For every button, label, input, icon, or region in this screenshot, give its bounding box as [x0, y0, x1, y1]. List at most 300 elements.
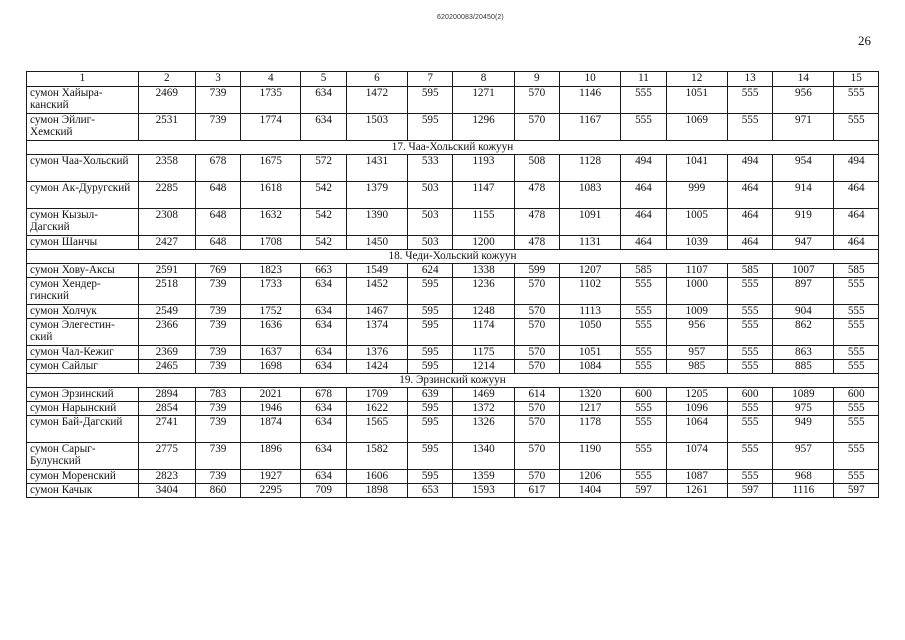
table-cell: 1089: [773, 388, 834, 402]
table-cell: 624: [407, 264, 453, 278]
table-cell: 739: [195, 360, 241, 374]
table-row: [27, 402, 879, 416]
table-cell: 595: [407, 346, 453, 360]
table-cell: 956: [773, 87, 834, 114]
table-cell: 1064: [666, 416, 727, 443]
column-header: 6: [346, 72, 407, 87]
table-cell: 555: [621, 305, 667, 319]
table-cell: 555: [621, 470, 667, 484]
table-cell: 1084: [560, 360, 621, 374]
table-cell: 570: [514, 360, 560, 374]
table-cell: 634: [301, 278, 347, 305]
table-cell: 1582: [346, 443, 407, 470]
table-cell: 1636: [241, 319, 301, 346]
table-cell: 570: [514, 402, 560, 416]
table-cell: 555: [834, 87, 879, 114]
table-cell: 600: [834, 388, 879, 402]
table-cell: 1174: [453, 319, 514, 346]
table-cell: 503: [407, 209, 453, 236]
table-cell: 555: [621, 278, 667, 305]
table-cell: 503: [407, 236, 453, 250]
table-cell: 494: [727, 155, 773, 182]
column-header: 4: [241, 72, 301, 87]
table-cell: 464: [727, 182, 773, 209]
table-cell: 555: [834, 114, 879, 141]
column-header-row: [27, 72, 879, 87]
table-cell: 555: [834, 416, 879, 443]
table-cell: 1051: [560, 346, 621, 360]
table-cell: 954: [773, 155, 834, 182]
table-row: [27, 209, 879, 236]
table-row: [27, 319, 879, 346]
table-cell: 1009: [666, 305, 727, 319]
table-cell: 1296: [453, 114, 514, 141]
table-cell: 595: [407, 402, 453, 416]
table-cell: 2518: [138, 278, 195, 305]
table-cell: 648: [195, 182, 241, 209]
table-cell: 597: [727, 484, 773, 498]
table-cell: 555: [621, 87, 667, 114]
table-cell: 570: [514, 443, 560, 470]
table-cell: 1622: [346, 402, 407, 416]
table-cell: 1565: [346, 416, 407, 443]
table-cell: 634: [301, 443, 347, 470]
table-cell: 1000: [666, 278, 727, 305]
table-cell: 1214: [453, 360, 514, 374]
table-cell: 860: [195, 484, 241, 498]
table-cell: 2021: [241, 388, 301, 402]
table-cell: 1206: [560, 470, 621, 484]
table-cell: 1874: [241, 416, 301, 443]
table-cell: 478: [514, 182, 560, 209]
table-cell: 1675: [241, 155, 301, 182]
settlement-name: сумон Эйлиг-Хемский: [27, 114, 139, 141]
table-cell: 464: [621, 209, 667, 236]
table-cell: 570: [514, 416, 560, 443]
table-cell: 555: [727, 305, 773, 319]
table-cell: 1175: [453, 346, 514, 360]
section-row: [27, 141, 879, 155]
table-cell: 1467: [346, 305, 407, 319]
table-cell: 648: [195, 209, 241, 236]
table-row: [27, 416, 879, 443]
table-cell: 1128: [560, 155, 621, 182]
settlement-name: сумон Элегестин-ский: [27, 319, 139, 346]
table-row: [27, 388, 879, 402]
table-cell: 2469: [138, 87, 195, 114]
settlement-name: сумон Эрзинский: [27, 388, 139, 402]
table-cell: 1472: [346, 87, 407, 114]
table-cell: 555: [727, 114, 773, 141]
table-cell: 1452: [346, 278, 407, 305]
column-header: 7: [407, 72, 453, 87]
table-cell: 503: [407, 182, 453, 209]
table-cell: 975: [773, 402, 834, 416]
table-cell: 555: [727, 360, 773, 374]
table-cell: 985: [666, 360, 727, 374]
table-cell: 508: [514, 155, 560, 182]
table-cell: 2308: [138, 209, 195, 236]
table-row: [27, 114, 879, 141]
settlement-name: сумон Сайлыг: [27, 360, 139, 374]
table-cell: 464: [727, 236, 773, 250]
table-cell: 595: [407, 443, 453, 470]
table-cell: 555: [834, 278, 879, 305]
column-header: 14: [773, 72, 834, 87]
table-cell: 570: [514, 114, 560, 141]
table-cell: 555: [621, 360, 667, 374]
table-cell: 1193: [453, 155, 514, 182]
table-cell: 1271: [453, 87, 514, 114]
table-cell: 1376: [346, 346, 407, 360]
table-cell: 634: [301, 402, 347, 416]
section-title: 18. Чеди-Хольский кожуун: [27, 250, 879, 264]
table-cell: 555: [834, 305, 879, 319]
table-cell: 599: [514, 264, 560, 278]
table-cell: 862: [773, 319, 834, 346]
column-header: 15: [834, 72, 879, 87]
table-cell: 1074: [666, 443, 727, 470]
table-cell: 3404: [138, 484, 195, 498]
table-cell: 1632: [241, 209, 301, 236]
table-row: [27, 182, 879, 209]
table-cell: 555: [727, 346, 773, 360]
table-cell: 2591: [138, 264, 195, 278]
settlement-name: сумон Качык: [27, 484, 139, 498]
table-cell: 904: [773, 305, 834, 319]
table-cell: 1450: [346, 236, 407, 250]
table-cell: 1190: [560, 443, 621, 470]
table-cell: 1431: [346, 155, 407, 182]
table-cell: 595: [407, 470, 453, 484]
table-cell: 634: [301, 87, 347, 114]
table-cell: 1338: [453, 264, 514, 278]
table-cell: 2369: [138, 346, 195, 360]
settlement-name: сумон Кызыл-Дагский: [27, 209, 139, 236]
table-cell: 1390: [346, 209, 407, 236]
table-cell: 2531: [138, 114, 195, 141]
table-cell: 555: [621, 443, 667, 470]
table-cell: 1709: [346, 388, 407, 402]
table-cell: 464: [621, 182, 667, 209]
column-header: 5: [301, 72, 347, 87]
table-cell: 1752: [241, 305, 301, 319]
table-cell: 595: [407, 87, 453, 114]
table-cell: 956: [666, 319, 727, 346]
table-cell: 2741: [138, 416, 195, 443]
table-cell: 1340: [453, 443, 514, 470]
table-cell: 1116: [773, 484, 834, 498]
table-cell: 968: [773, 470, 834, 484]
settlement-name: сумон Холчук: [27, 305, 139, 319]
table-cell: 739: [195, 114, 241, 141]
table-cell: 585: [727, 264, 773, 278]
table-cell: 2358: [138, 155, 195, 182]
column-header: 11: [621, 72, 667, 87]
table-cell: 971: [773, 114, 834, 141]
table-cell: 617: [514, 484, 560, 498]
table-cell: 957: [666, 346, 727, 360]
table-cell: 1217: [560, 402, 621, 416]
table-row: [27, 155, 879, 182]
table-cell: 634: [301, 114, 347, 141]
table-cell: 663: [301, 264, 347, 278]
table-cell: 634: [301, 319, 347, 346]
table-cell: 494: [834, 155, 879, 182]
table-row: [27, 87, 879, 114]
column-header: 1: [27, 72, 139, 87]
table-cell: 1774: [241, 114, 301, 141]
column-header: 13: [727, 72, 773, 87]
table-row: [27, 443, 879, 470]
table-cell: 555: [834, 402, 879, 416]
table-cell: 555: [621, 416, 667, 443]
table-cell: 1896: [241, 443, 301, 470]
section-row: [27, 250, 879, 264]
table-cell: 709: [301, 484, 347, 498]
table-cell: 478: [514, 236, 560, 250]
table-cell: 1096: [666, 402, 727, 416]
table-cell: 555: [621, 319, 667, 346]
table-cell: 1593: [453, 484, 514, 498]
table-cell: 2854: [138, 402, 195, 416]
table-cell: 1102: [560, 278, 621, 305]
settlement-name: сумон Нарынский: [27, 402, 139, 416]
table-cell: 634: [301, 360, 347, 374]
table-cell: 614: [514, 388, 560, 402]
table-cell: 1087: [666, 470, 727, 484]
table-cell: 919: [773, 209, 834, 236]
table-cell: 595: [407, 360, 453, 374]
table-cell: 1320: [560, 388, 621, 402]
table-cell: 1374: [346, 319, 407, 346]
table-cell: 1326: [453, 416, 514, 443]
table-cell: 1469: [453, 388, 514, 402]
table-cell: 1178: [560, 416, 621, 443]
table-cell: 542: [301, 236, 347, 250]
table-cell: 555: [834, 470, 879, 484]
table-cell: 533: [407, 155, 453, 182]
table-cell: 947: [773, 236, 834, 250]
table-cell: 595: [407, 305, 453, 319]
table-cell: 595: [407, 319, 453, 346]
table-cell: 595: [407, 416, 453, 443]
table-cell: 494: [621, 155, 667, 182]
table-cell: 1083: [560, 182, 621, 209]
table-cell: 648: [195, 236, 241, 250]
column-header: 8: [453, 72, 514, 87]
table-cell: 597: [834, 484, 879, 498]
table-cell: 739: [195, 87, 241, 114]
table-cell: 555: [834, 360, 879, 374]
table-row: [27, 346, 879, 360]
table-cell: 1248: [453, 305, 514, 319]
table-cell: 2465: [138, 360, 195, 374]
table-cell: 464: [834, 182, 879, 209]
table-cell: 572: [301, 155, 347, 182]
table-cell: 1549: [346, 264, 407, 278]
table-cell: 678: [195, 155, 241, 182]
settlement-name: сумон Бай-Дагский: [27, 416, 139, 443]
table-cell: 555: [621, 346, 667, 360]
table-cell: 739: [195, 402, 241, 416]
table-cell: 2823: [138, 470, 195, 484]
table-cell: 1107: [666, 264, 727, 278]
table-cell: 600: [621, 388, 667, 402]
table-row: [27, 484, 879, 498]
table-cell: 555: [727, 319, 773, 346]
table-cell: 555: [727, 443, 773, 470]
settlement-name: сумон Хайыра-канский: [27, 87, 139, 114]
table-cell: 1200: [453, 236, 514, 250]
settlement-name: сумон Ак-Дуругский: [27, 182, 139, 209]
settlement-name: сумон Чал-Кежиг: [27, 346, 139, 360]
table-cell: 885: [773, 360, 834, 374]
table-cell: 542: [301, 209, 347, 236]
table-cell: 570: [514, 87, 560, 114]
column-header: 2: [138, 72, 195, 87]
table-cell: 1637: [241, 346, 301, 360]
table-cell: 555: [727, 87, 773, 114]
table-cell: 2366: [138, 319, 195, 346]
table-cell: 739: [195, 346, 241, 360]
table-cell: 1005: [666, 209, 727, 236]
table-cell: 570: [514, 305, 560, 319]
table-cell: 897: [773, 278, 834, 305]
table-cell: 555: [834, 319, 879, 346]
table-cell: 570: [514, 319, 560, 346]
table-cell: 1069: [666, 114, 727, 141]
table-cell: 1205: [666, 388, 727, 402]
settlement-name: сумон Хендер-гинский: [27, 278, 139, 305]
table-cell: 949: [773, 416, 834, 443]
table-cell: 555: [834, 443, 879, 470]
table-cell: 2894: [138, 388, 195, 402]
document-id: 620200083/20450(2): [437, 14, 504, 21]
table-cell: 1404: [560, 484, 621, 498]
table-cell: 1359: [453, 470, 514, 484]
table-row: [27, 360, 879, 374]
table-cell: 595: [407, 278, 453, 305]
table-cell: 1236: [453, 278, 514, 305]
table-row: [27, 305, 879, 319]
settlement-name: сумон Шанчы: [27, 236, 139, 250]
table-cell: 739: [195, 319, 241, 346]
column-header: 9: [514, 72, 560, 87]
table-cell: 585: [621, 264, 667, 278]
table-cell: 2549: [138, 305, 195, 319]
table-cell: 464: [834, 209, 879, 236]
data-table: [26, 71, 879, 498]
column-header: 3: [195, 72, 241, 87]
table-row: [27, 470, 879, 484]
table-cell: 1050: [560, 319, 621, 346]
table-cell: 555: [727, 416, 773, 443]
table-cell: 1131: [560, 236, 621, 250]
table-cell: 2775: [138, 443, 195, 470]
table-cell: 1927: [241, 470, 301, 484]
table-cell: 464: [621, 236, 667, 250]
table-cell: 597: [621, 484, 667, 498]
table-cell: 570: [514, 346, 560, 360]
table-cell: 634: [301, 305, 347, 319]
table-cell: 1207: [560, 264, 621, 278]
table-cell: 555: [727, 402, 773, 416]
table-cell: 1379: [346, 182, 407, 209]
table-cell: 1708: [241, 236, 301, 250]
table-cell: 999: [666, 182, 727, 209]
table-cell: 1261: [666, 484, 727, 498]
table-cell: 1424: [346, 360, 407, 374]
settlement-name: сумон Сарыг-Булунский: [27, 443, 139, 470]
table-cell: 1698: [241, 360, 301, 374]
table-cell: 555: [834, 346, 879, 360]
table-cell: 555: [727, 278, 773, 305]
table-cell: 1146: [560, 87, 621, 114]
table-cell: 739: [195, 305, 241, 319]
table-cell: 1155: [453, 209, 514, 236]
table-cell: 1113: [560, 305, 621, 319]
table-cell: 1735: [241, 87, 301, 114]
table-cell: 585: [834, 264, 879, 278]
table-cell: 1733: [241, 278, 301, 305]
table-cell: 1147: [453, 182, 514, 209]
table-cell: 739: [195, 278, 241, 305]
table-cell: 1091: [560, 209, 621, 236]
table-cell: 653: [407, 484, 453, 498]
table-cell: 1823: [241, 264, 301, 278]
table-cell: 595: [407, 114, 453, 141]
table-cell: 1039: [666, 236, 727, 250]
table-cell: 2295: [241, 484, 301, 498]
column-header: 10: [560, 72, 621, 87]
table-cell: 555: [621, 402, 667, 416]
table-cell: 957: [773, 443, 834, 470]
table-cell: 678: [301, 388, 347, 402]
table-row: [27, 278, 879, 305]
table-cell: 600: [727, 388, 773, 402]
table-cell: 478: [514, 209, 560, 236]
table-cell: 914: [773, 182, 834, 209]
table-cell: 639: [407, 388, 453, 402]
section-title: 19. Эрзинский кожуун: [27, 374, 879, 388]
settlement-name: сумон Хову-Аксы: [27, 264, 139, 278]
table-cell: 739: [195, 416, 241, 443]
table-row: [27, 236, 879, 250]
table-cell: 1946: [241, 402, 301, 416]
table-cell: 634: [301, 470, 347, 484]
table-cell: 2285: [138, 182, 195, 209]
table-cell: 1606: [346, 470, 407, 484]
table-cell: 1167: [560, 114, 621, 141]
page-number: 26: [858, 33, 871, 48]
table-cell: 1618: [241, 182, 301, 209]
section-row: [27, 374, 879, 388]
table-cell: 769: [195, 264, 241, 278]
table-cell: 570: [514, 278, 560, 305]
table-cell: 739: [195, 443, 241, 470]
table-cell: 555: [727, 470, 773, 484]
section-title: 17. Чаа-Хольский кожуун: [27, 141, 879, 155]
table-cell: 863: [773, 346, 834, 360]
table-cell: 1041: [666, 155, 727, 182]
table-cell: 2427: [138, 236, 195, 250]
table-cell: 739: [195, 470, 241, 484]
table-row: [27, 264, 879, 278]
column-header: 12: [666, 72, 727, 87]
table-cell: 783: [195, 388, 241, 402]
table-cell: 555: [621, 114, 667, 141]
